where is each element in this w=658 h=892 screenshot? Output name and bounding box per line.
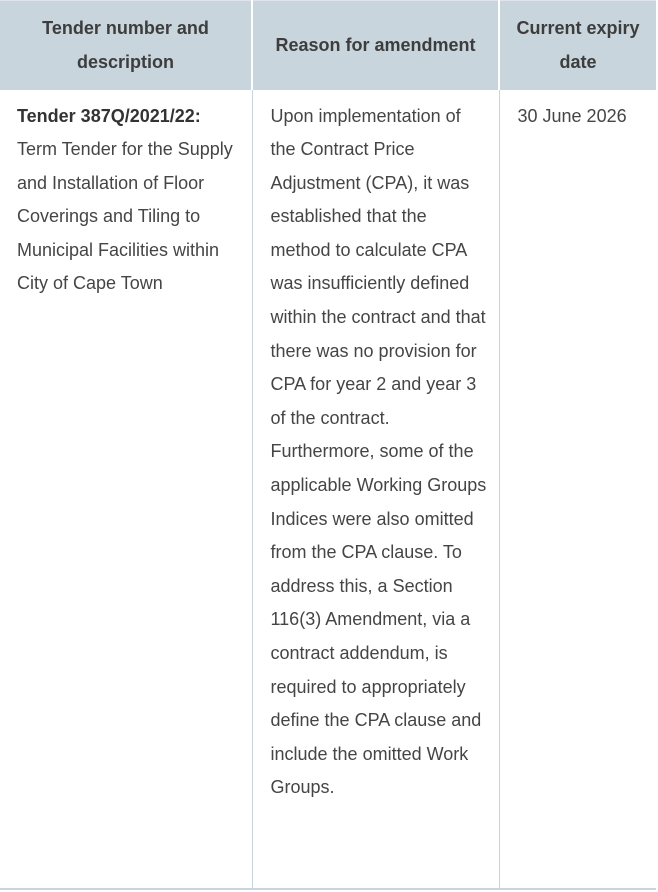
amendment-reason: Upon implementation of the Contract Price Adjustment (CPA), it was established that the method to calculate CPA was insufficiently defined within the contract and that there was no provision for CPA for year 2 and year 3 of the contract. Furthermore, some of the applicable Working Groups Indices were also omitted from the CPA clause. To address this, a Section 116(3) Amendment, via a contract addendum, is required to appropriately define the CPA clause and include the omitted Work Groups.: [270, 105, 487, 798]
cell-expiry-date: [499, 90, 656, 889]
cell-tender-description: [0, 90, 252, 889]
table-row: [0, 90, 656, 889]
header-current-expiry-date: Current expiry date: [499, 1, 656, 90]
header-reason-for-amendment: Reason for amendment: [252, 1, 499, 90]
cell-reason: [252, 90, 499, 889]
table-header: [0, 1, 656, 90]
tender-description: Term Tender for the Supply and Installation of Floor Coverings and Tiling to Municipal Facilities within City of Cape Town: [17, 139, 233, 294]
expiry-date: 30 June 2026: [517, 105, 627, 126]
table-body: [0, 90, 656, 889]
header-row: [0, 1, 656, 90]
tender-number: Tender 387Q/2021/22:: [17, 105, 201, 126]
header-tender-number-description: Tender number and description: [0, 1, 252, 90]
